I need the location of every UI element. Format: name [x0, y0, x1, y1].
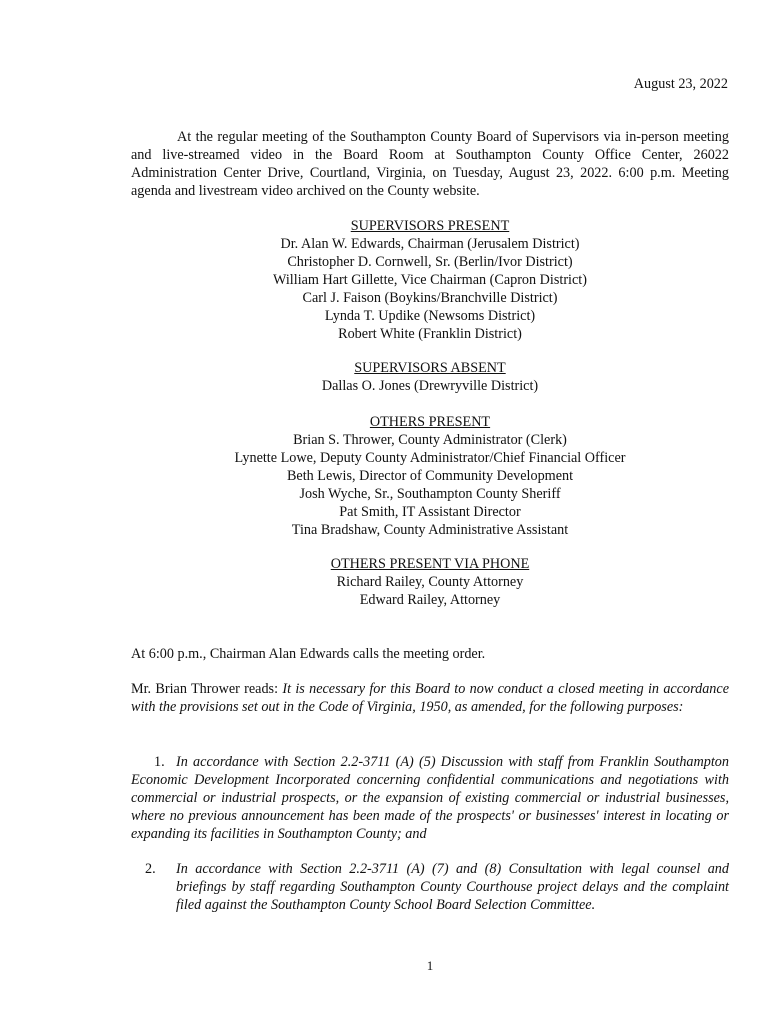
attendee-name: William Hart Gillette, Vice Chairman (Capron District) [273, 272, 587, 288]
attendee-name: Dallas O. Jones (Drewryville District) [321, 378, 539, 394]
attendee-name: Richard Railey, County Attorney [336, 574, 524, 590]
item-number: 1. [154, 754, 165, 770]
attendee-name: Tina Bradshaw, County Administrative Assistant [291, 522, 569, 538]
attendee-name: Beth Lewis, Director of Community Development [286, 468, 574, 484]
meeting-date: August 23, 2022 [633, 76, 728, 92]
attendee-name: Brian S. Thrower, County Administrator (Clerk) [293, 432, 567, 448]
attendee-name: Carl J. Faison (Boykins/Branchville District) [302, 290, 558, 306]
item-text: In accordance with Section 2.2-3711 (A) (7) and (8) Consultation with legal counsel and briefings by staff regarding Southampton County Courthouse project delays and the complaint filed against the Southampton County School Board Selection Committee. [176, 861, 729, 913]
attendee-name: Lynette Lowe, Deputy County Administrator/Chief Financial Officer [234, 450, 626, 466]
attendee-name: Pat Smith, IT Assistant Director [339, 504, 521, 520]
attendee-name: Robert White (Franklin District) [338, 326, 522, 342]
speaker-label: Mr. Brian Thrower reads: [131, 681, 283, 697]
attendee-name: Josh Wyche, Sr., Southampton County Sheriff [299, 486, 561, 502]
section-heading: SUPERVISORS PRESENT [350, 218, 510, 234]
supervisors-present-section [131, 217, 729, 343]
attendee-name: Dr. Alan W. Edwards, Chairman (Jerusalem District) [280, 236, 580, 252]
attendee-name: Christopher D. Cornwell, Sr. (Berlin/Ivor District) [287, 254, 573, 270]
closed-meeting-motion [131, 680, 729, 716]
purpose-item-1 [131, 753, 729, 843]
item-text: In accordance with Section 2.2-3711 (A) (5) Discussion with staff from Franklin Southampton Economic Development Incorporated concerning confidential communications and negotiations with commercial or industrial prospects, or the expansion of existing commercial or industrial businesses, where no previous announcement has been made of the prospects' or businesses' interest in locating or expanding its facilities in Southampton County; and [131, 754, 729, 842]
others-phone-section [131, 555, 729, 609]
section-heading: SUPERVISORS ABSENT [354, 360, 506, 376]
others-present-section [131, 413, 729, 539]
section-heading: OTHERS PRESENT [369, 414, 491, 430]
section-heading: OTHERS PRESENT VIA PHONE [330, 556, 530, 572]
purpose-item-2 [145, 860, 729, 914]
call-to-order: At 6:00 p.m., Chairman Alan Edwards calls the meeting order. [131, 646, 486, 662]
intro-paragraph: At the regular meeting of the Southampton County Board of Supervisors via in-person meeting and live-streamed video in the Board Room at Southampton County Office Center, 26022 Administration Center Drive, Courtland, Virginia, on Tuesday, August 23, 2022. 6:00 p.m. Meeting agenda and livestream video archived on the County website. [131, 129, 729, 199]
attendee-name: Edward Railey, Attorney [359, 592, 501, 608]
motion-text: It is necessary for this Board to now conduct a closed meeting in accordance with the provisions set out in the Code of Virginia, 1950, as amended, for the following purposes: [131, 681, 729, 715]
attendee-name: Lynda T. Updike (Newsoms District) [324, 308, 536, 324]
supervisors-absent-section [131, 359, 729, 395]
item-number: 2. [145, 861, 156, 877]
page-number: 1 [426, 958, 434, 973]
